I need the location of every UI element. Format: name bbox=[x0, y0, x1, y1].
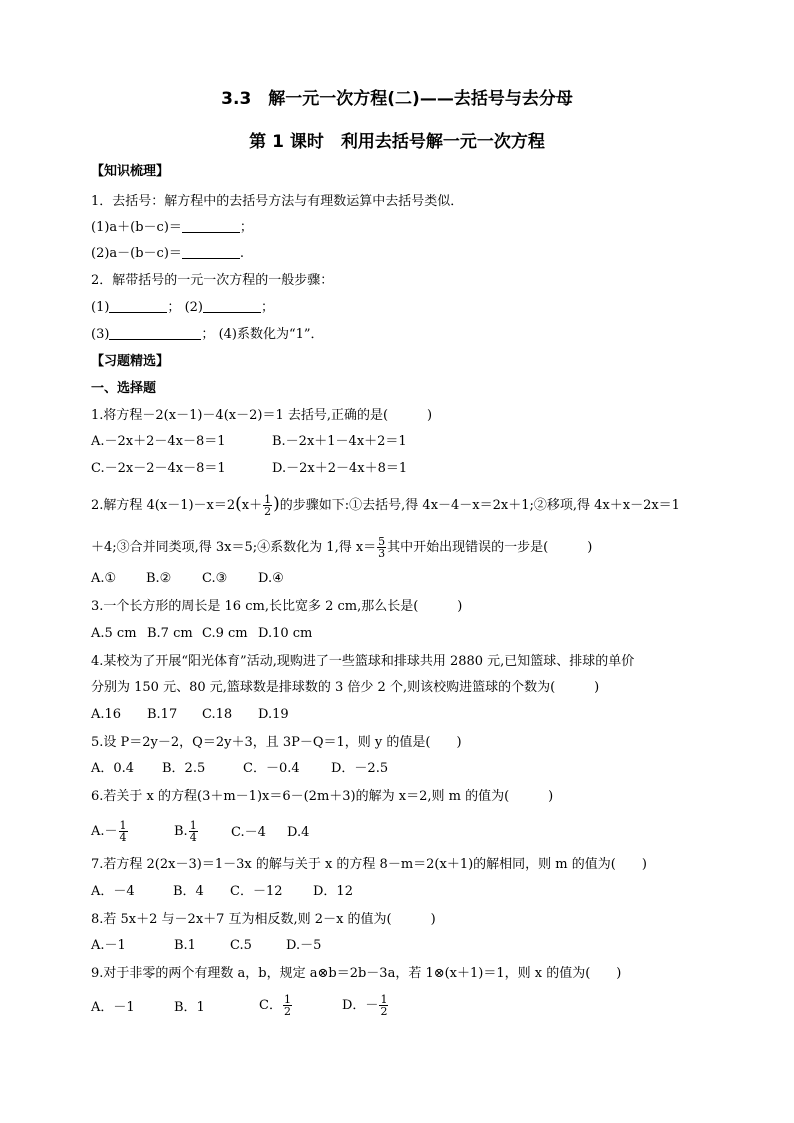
q6-a-numerator: 1 bbox=[119, 819, 127, 832]
q7-option-a[interactable]: A．－4 bbox=[91, 884, 135, 899]
q2-option-a[interactable]: A.① bbox=[91, 571, 117, 586]
q8-option-d[interactable]: D.－5 bbox=[286, 938, 322, 953]
fill-blank-step-1[interactable] bbox=[109, 299, 167, 313]
fill-blank-1a[interactable] bbox=[182, 219, 240, 233]
step-1-label: (1) bbox=[91, 300, 110, 315]
q2-fraction-denominator: 2 bbox=[264, 505, 272, 518]
step-3-label: (3) bbox=[91, 327, 110, 342]
q6-b-numerator: 1 bbox=[189, 819, 197, 832]
q2-fraction-2-denominator: 3 bbox=[378, 547, 386, 560]
q4-option-d[interactable]: D.19 bbox=[258, 707, 289, 722]
knowledge-heading: 【知识梳理】 bbox=[91, 164, 170, 179]
q6-option-d[interactable]: D.4 bbox=[287, 825, 310, 840]
q3-option-a[interactable]: A.5 cm bbox=[91, 626, 137, 641]
q9-stem: 9.对于非零的两个有理数 a，b，规定 a⊗b＝2b－3a，若 1⊗(x＋1)＝1，则 x 的值为( ) bbox=[91, 966, 622, 981]
q3-option-c[interactable]: C.9 cm bbox=[202, 626, 248, 641]
q3-stem: 3.一个长方形的周长是 16 cm,长比宽多 2 cm,那么长是( ) bbox=[91, 599, 463, 614]
q2-line2-part-b: 其中开始出现错误的一步是( ) bbox=[387, 540, 593, 555]
q5-option-a[interactable]: A．0.4 bbox=[91, 761, 135, 776]
q9-option-c-prefix: C． bbox=[259, 998, 282, 1013]
q8-option-a[interactable]: A.－1 bbox=[91, 938, 126, 953]
item-1b-text: (2)a－(b－c)＝ bbox=[91, 246, 182, 261]
q4-stem-line-2: 分别为 150 元、80 元,篮球数是排球数的 3 倍少 2 个,则该校购进篮球的个数为( ) bbox=[91, 680, 600, 695]
q5-option-d[interactable]: D．－2.5 bbox=[331, 761, 389, 776]
q9-option-d-fraction bbox=[379, 994, 388, 1017]
q6-option-c[interactable]: C.－4 bbox=[231, 825, 266, 840]
q9-c-numerator: 1 bbox=[283, 993, 291, 1006]
q9-option-a[interactable]: A．－1 bbox=[91, 1000, 135, 1015]
q9-d-denominator: 2 bbox=[380, 1005, 388, 1018]
q1-option-b[interactable]: B.－2x＋1－4x＋2＝1 bbox=[272, 434, 407, 449]
q2-fraction-2-numerator: 5 bbox=[378, 535, 386, 548]
knowledge-item-2: 2．解带括号的一元一次方程的一般步骤： bbox=[91, 273, 334, 288]
q6-a-denominator: 4 bbox=[119, 831, 127, 844]
knowledge-item-1b bbox=[91, 245, 244, 263]
q9-option-d-prefix: D．－ bbox=[342, 998, 379, 1013]
q6-stem: 6.若关于 x 的方程(3＋m－1)x＝6－(2m＋3)的解为 x＝2,则 m 的值为( ) bbox=[91, 789, 554, 804]
q6-option-b-prefix: B. bbox=[174, 824, 188, 839]
q8-stem: 8.若 5x＋2 与－2x＋7 互为相反数,则 2－x 的值为( ) bbox=[91, 912, 436, 927]
q4-option-b[interactable]: B.17 bbox=[147, 707, 178, 722]
q2-option-d[interactable]: D.④ bbox=[258, 571, 284, 586]
q2-option-b[interactable]: B.② bbox=[146, 571, 172, 586]
q1-option-d[interactable]: D.－2x＋2－4x＋8＝1 bbox=[272, 461, 408, 476]
q2-fraction-2 bbox=[377, 536, 386, 559]
q6-b-denominator: 4 bbox=[189, 831, 197, 844]
q1-option-a[interactable]: A.－2x＋2－4x－8＝1 bbox=[91, 434, 226, 449]
q7-option-d[interactable]: D．12 bbox=[313, 884, 353, 899]
item-1a-end: ； bbox=[239, 220, 253, 235]
q5-stem: 5.设 P＝2y－2，Q＝2y＋3，且 3P－Q＝1，则 y 的值是( ) bbox=[91, 735, 462, 750]
step-2-end: ； bbox=[261, 300, 275, 315]
q6-option-a[interactable] bbox=[91, 820, 129, 843]
q6-option-a-fraction bbox=[119, 820, 128, 843]
q2-stem-line-2 bbox=[91, 536, 592, 559]
knowledge-item-1: 1．去括号：解方程中的去括号方法与有理数运算中去括号类似． bbox=[91, 194, 464, 209]
page-subtitle: 第 1 课时 利用去括号解一元一次方程 bbox=[249, 132, 545, 152]
q7-stem: 7.若方程 2(2x－3)＝1－3x 的解与关于 x 的方程 8－m＝2(x＋1)的解相同，则 m 的值为( ) bbox=[91, 857, 647, 872]
q9-option-c[interactable] bbox=[259, 994, 293, 1017]
knowledge-steps-row-2 bbox=[91, 326, 324, 344]
knowledge-steps-row-1 bbox=[91, 299, 274, 317]
q4-stem-line-1: 4.某校为了开展“阳光体育”活动,现购进了一些篮球和排球共用 2880 元,已知篮球、排球的单价 bbox=[91, 654, 635, 669]
fill-blank-step-2[interactable] bbox=[203, 299, 261, 313]
q6-option-b-fraction bbox=[189, 820, 198, 843]
q6-option-a-prefix: A.－ bbox=[91, 824, 118, 839]
q1-option-c[interactable]: C.－2x－2－4x－8＝1 bbox=[91, 461, 226, 476]
q1-stem: 1.将方程－2(x－1)－4(x－2)＝1 去括号,正确的是( ) bbox=[91, 408, 433, 423]
q4-option-c[interactable]: C.18 bbox=[202, 707, 233, 722]
page-title: 3.3 解一元一次方程(二)——去括号与去分母 bbox=[221, 89, 573, 109]
q9-d-numerator: 1 bbox=[380, 993, 388, 1006]
fill-blank-step-3[interactable] bbox=[109, 326, 201, 340]
q7-option-b[interactable]: B．4 bbox=[173, 884, 204, 899]
q6-option-b[interactable] bbox=[174, 820, 199, 843]
step-4-text: (4)系数化为“1”． bbox=[218, 327, 324, 342]
q2-stem-part-a: 2.解方程 4(x－1)－x＝2 bbox=[91, 498, 236, 513]
q9-option-c-fraction bbox=[283, 994, 292, 1017]
q2-option-c[interactable]: C.③ bbox=[202, 571, 228, 586]
section-heading: 一、选择题 bbox=[91, 381, 157, 396]
q5-option-c[interactable]: C．－0.4 bbox=[243, 761, 300, 776]
q9-options bbox=[91, 994, 451, 1028]
fill-blank-1b[interactable] bbox=[182, 245, 240, 259]
q9-option-b[interactable]: B．1 bbox=[174, 1000, 205, 1015]
step-3-end: ； bbox=[201, 327, 215, 342]
q5-option-b[interactable]: B．2.5 bbox=[162, 761, 206, 776]
q7-option-c[interactable]: C．－12 bbox=[230, 884, 283, 899]
q2-fraction-numerator: 1 bbox=[264, 493, 272, 506]
knowledge-item-1a bbox=[91, 219, 253, 237]
q9-option-d[interactable] bbox=[342, 994, 389, 1017]
item-1b-end: . bbox=[239, 246, 245, 261]
q8-option-b[interactable]: B.1 bbox=[174, 938, 196, 953]
q2-stem-line-1: 2.解方程 4(x－1)－x＝2(x＋ $\frac{1}{2}$ )的步骤如下:①去括号,得 4x－4－x＝2x＋1;②移项,得 4x＋x－2x＝1 bbox=[91, 493, 680, 518]
q2-line2-part-a: ＋4;③合并同类项,得 3x＝5;④系数化为 1,得 x＝ bbox=[91, 540, 377, 555]
q3-option-b[interactable]: B.7 cm bbox=[147, 626, 193, 641]
q8-option-c[interactable]: C.5 bbox=[230, 938, 252, 953]
q6-options bbox=[91, 818, 391, 848]
q2-stem-part-b: 的步骤如下:①去括号,得 4x－4－x＝2x＋1;②移项,得 4x＋x－2x＝1 bbox=[279, 498, 680, 513]
q2-fraction bbox=[263, 494, 272, 517]
step-1-end: ； bbox=[167, 300, 181, 315]
q3-option-d[interactable]: D.10 cm bbox=[258, 626, 313, 641]
exercises-heading: 【习题精选】 bbox=[91, 354, 170, 369]
q4-option-a[interactable]: A.16 bbox=[91, 707, 122, 722]
q9-c-denominator: 2 bbox=[283, 1005, 291, 1018]
step-2-label: (2) bbox=[184, 300, 203, 315]
item-1a-text: (1)a＋(b－c)＝ bbox=[91, 220, 182, 235]
